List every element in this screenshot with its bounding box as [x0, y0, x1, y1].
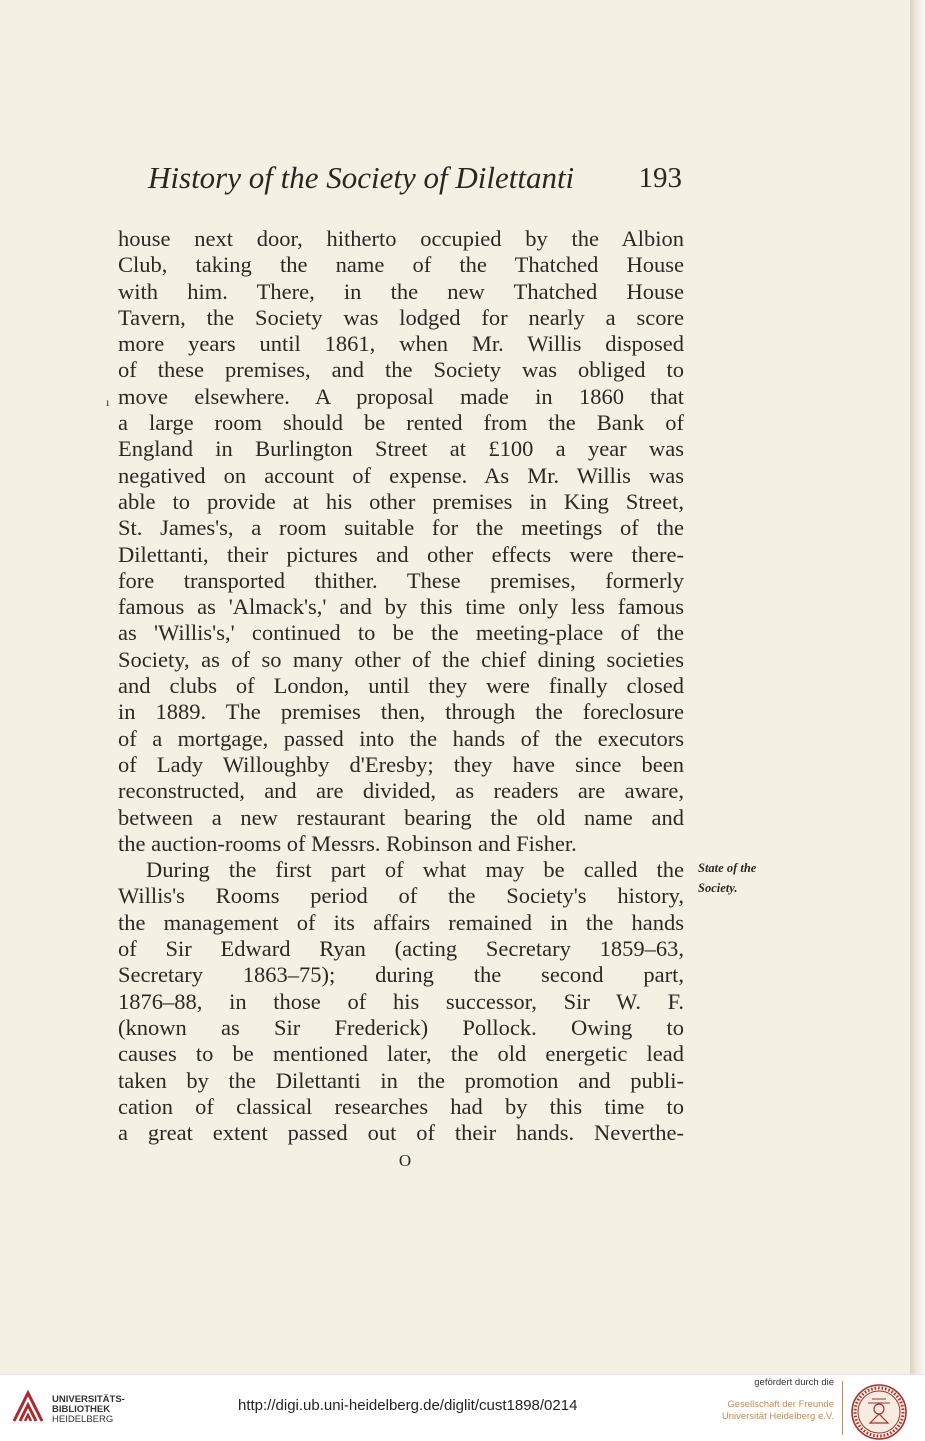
text-line: famous as 'Almack's,' and by this time only less famous: [118, 594, 684, 620]
text-line: Willis's Rooms period of the Society's history,: [118, 883, 684, 909]
text-line: During the first part of what may be called the: [146, 857, 684, 883]
text-line: England in Burlington Street at £100 a year was: [118, 436, 684, 462]
text-line: move elsewhere. A proposal made in 1860 that: [118, 383, 684, 409]
library-logo-icon: [10, 1389, 46, 1425]
text-line: the auction-rooms of Messrs. Robinson and Fisher.: [118, 830, 577, 856]
running-title: History of the Society of Dilettanti: [148, 160, 575, 195]
text-line: reconstructed, and are divided, as readers are aware,: [118, 778, 684, 804]
text-line: house next door, hitherto occupied by the Albion: [118, 226, 684, 251]
page-number: 193: [638, 162, 682, 194]
text-line: Society, as of so many other of the chief dining societies: [118, 646, 684, 672]
text-line: between a new restaurant bearing the old name and: [118, 804, 684, 830]
text-line: the management of its affairs remained in the hands: [118, 909, 684, 935]
sponsor-name-line: Universität Heidelberg e.V.: [721, 1411, 834, 1422]
page-edge: [910, 0, 925, 1374]
text-line: causes to be mentioned later, the old energetic lead: [118, 1041, 684, 1067]
text-line: in 1889. The premises then, through the foreclosure: [118, 699, 684, 725]
side-note-line: Society.: [698, 881, 738, 895]
signature-mark: O: [398, 1151, 412, 1170]
text-line: cation of classical researches had by this time to: [118, 1093, 684, 1119]
text-line: more years until 1861, when Mr. Willis disposed: [118, 331, 684, 357]
library-name-line: HEIDELBERG: [52, 1414, 114, 1425]
footer-bar: [0, 1374, 925, 1441]
text-line: taken by the Dilettanti in the promotion and publi-: [118, 1067, 684, 1093]
library-name: [52, 1395, 125, 1425]
permalink-url[interactable]: http://digi.ub.uni-heidelberg.de/diglit/cust1898/0214: [238, 1397, 578, 1414]
sponsor-prefix: gefördert durch die: [754, 1377, 834, 1388]
text-line: with him. There, in the new Thatched House: [118, 278, 684, 304]
text-line: 1876–88, in those of his successor, Sir W. F.: [118, 988, 684, 1014]
library-name-line: BIBLIOTHEK: [52, 1404, 111, 1415]
text-line: negatived on account of expense. As Mr. Willis was: [118, 462, 684, 488]
text-line: of a mortgage, passed into the hands of the executors: [118, 725, 684, 751]
text-line: of Sir Edward Ryan (acting Secretary 1859–63,: [118, 936, 684, 962]
text-line: a great extent passed out of their hands. Neverthe-: [118, 1120, 684, 1146]
running-head: [118, 160, 686, 204]
text-line: Dilettanti, their pictures and other effects were there-: [118, 541, 684, 567]
text-line: as 'Willis's,' continued to be the meeting-place of the: [118, 620, 684, 646]
text-line: a large room should be rented from the Bank of: [118, 410, 684, 436]
body-text: [118, 226, 684, 1146]
text-line: and clubs of London, until they were finally closed: [118, 673, 684, 699]
text-line: fore transported thither. These premises, formerly: [118, 567, 684, 593]
text-line: (known as Sir Frederick) Pollock. Owing to: [118, 1014, 684, 1040]
side-note-line: State of the: [698, 861, 757, 875]
text-line: Club, taking the name of the Thatched House: [118, 252, 684, 278]
text-line: St. James's, a room suitable for the meetings of the: [118, 515, 684, 541]
sponsor-credit: [700, 1377, 834, 1423]
side-note: [698, 858, 798, 898]
sponsor-name-line: Gesellschaft der Freunde: [727, 1399, 834, 1410]
text-line: Secretary 1863–75); during the second part,: [118, 962, 684, 988]
text-line: able to provide at his other premises in King Street,: [118, 488, 684, 514]
text-line: of Lady Willoughby d'Eresby; they have since been: [118, 751, 684, 777]
text-line: of these premises, and the Society was obliged to: [118, 357, 684, 383]
text-line: Tavern, the Society was lodged for nearly a score: [118, 304, 684, 330]
library-name-line: UNIVERSITÄTS-: [52, 1394, 125, 1405]
university-seal-icon: [850, 1383, 908, 1441]
margin-mark: ı: [106, 395, 110, 409]
sponsor-divider: [842, 1381, 843, 1435]
